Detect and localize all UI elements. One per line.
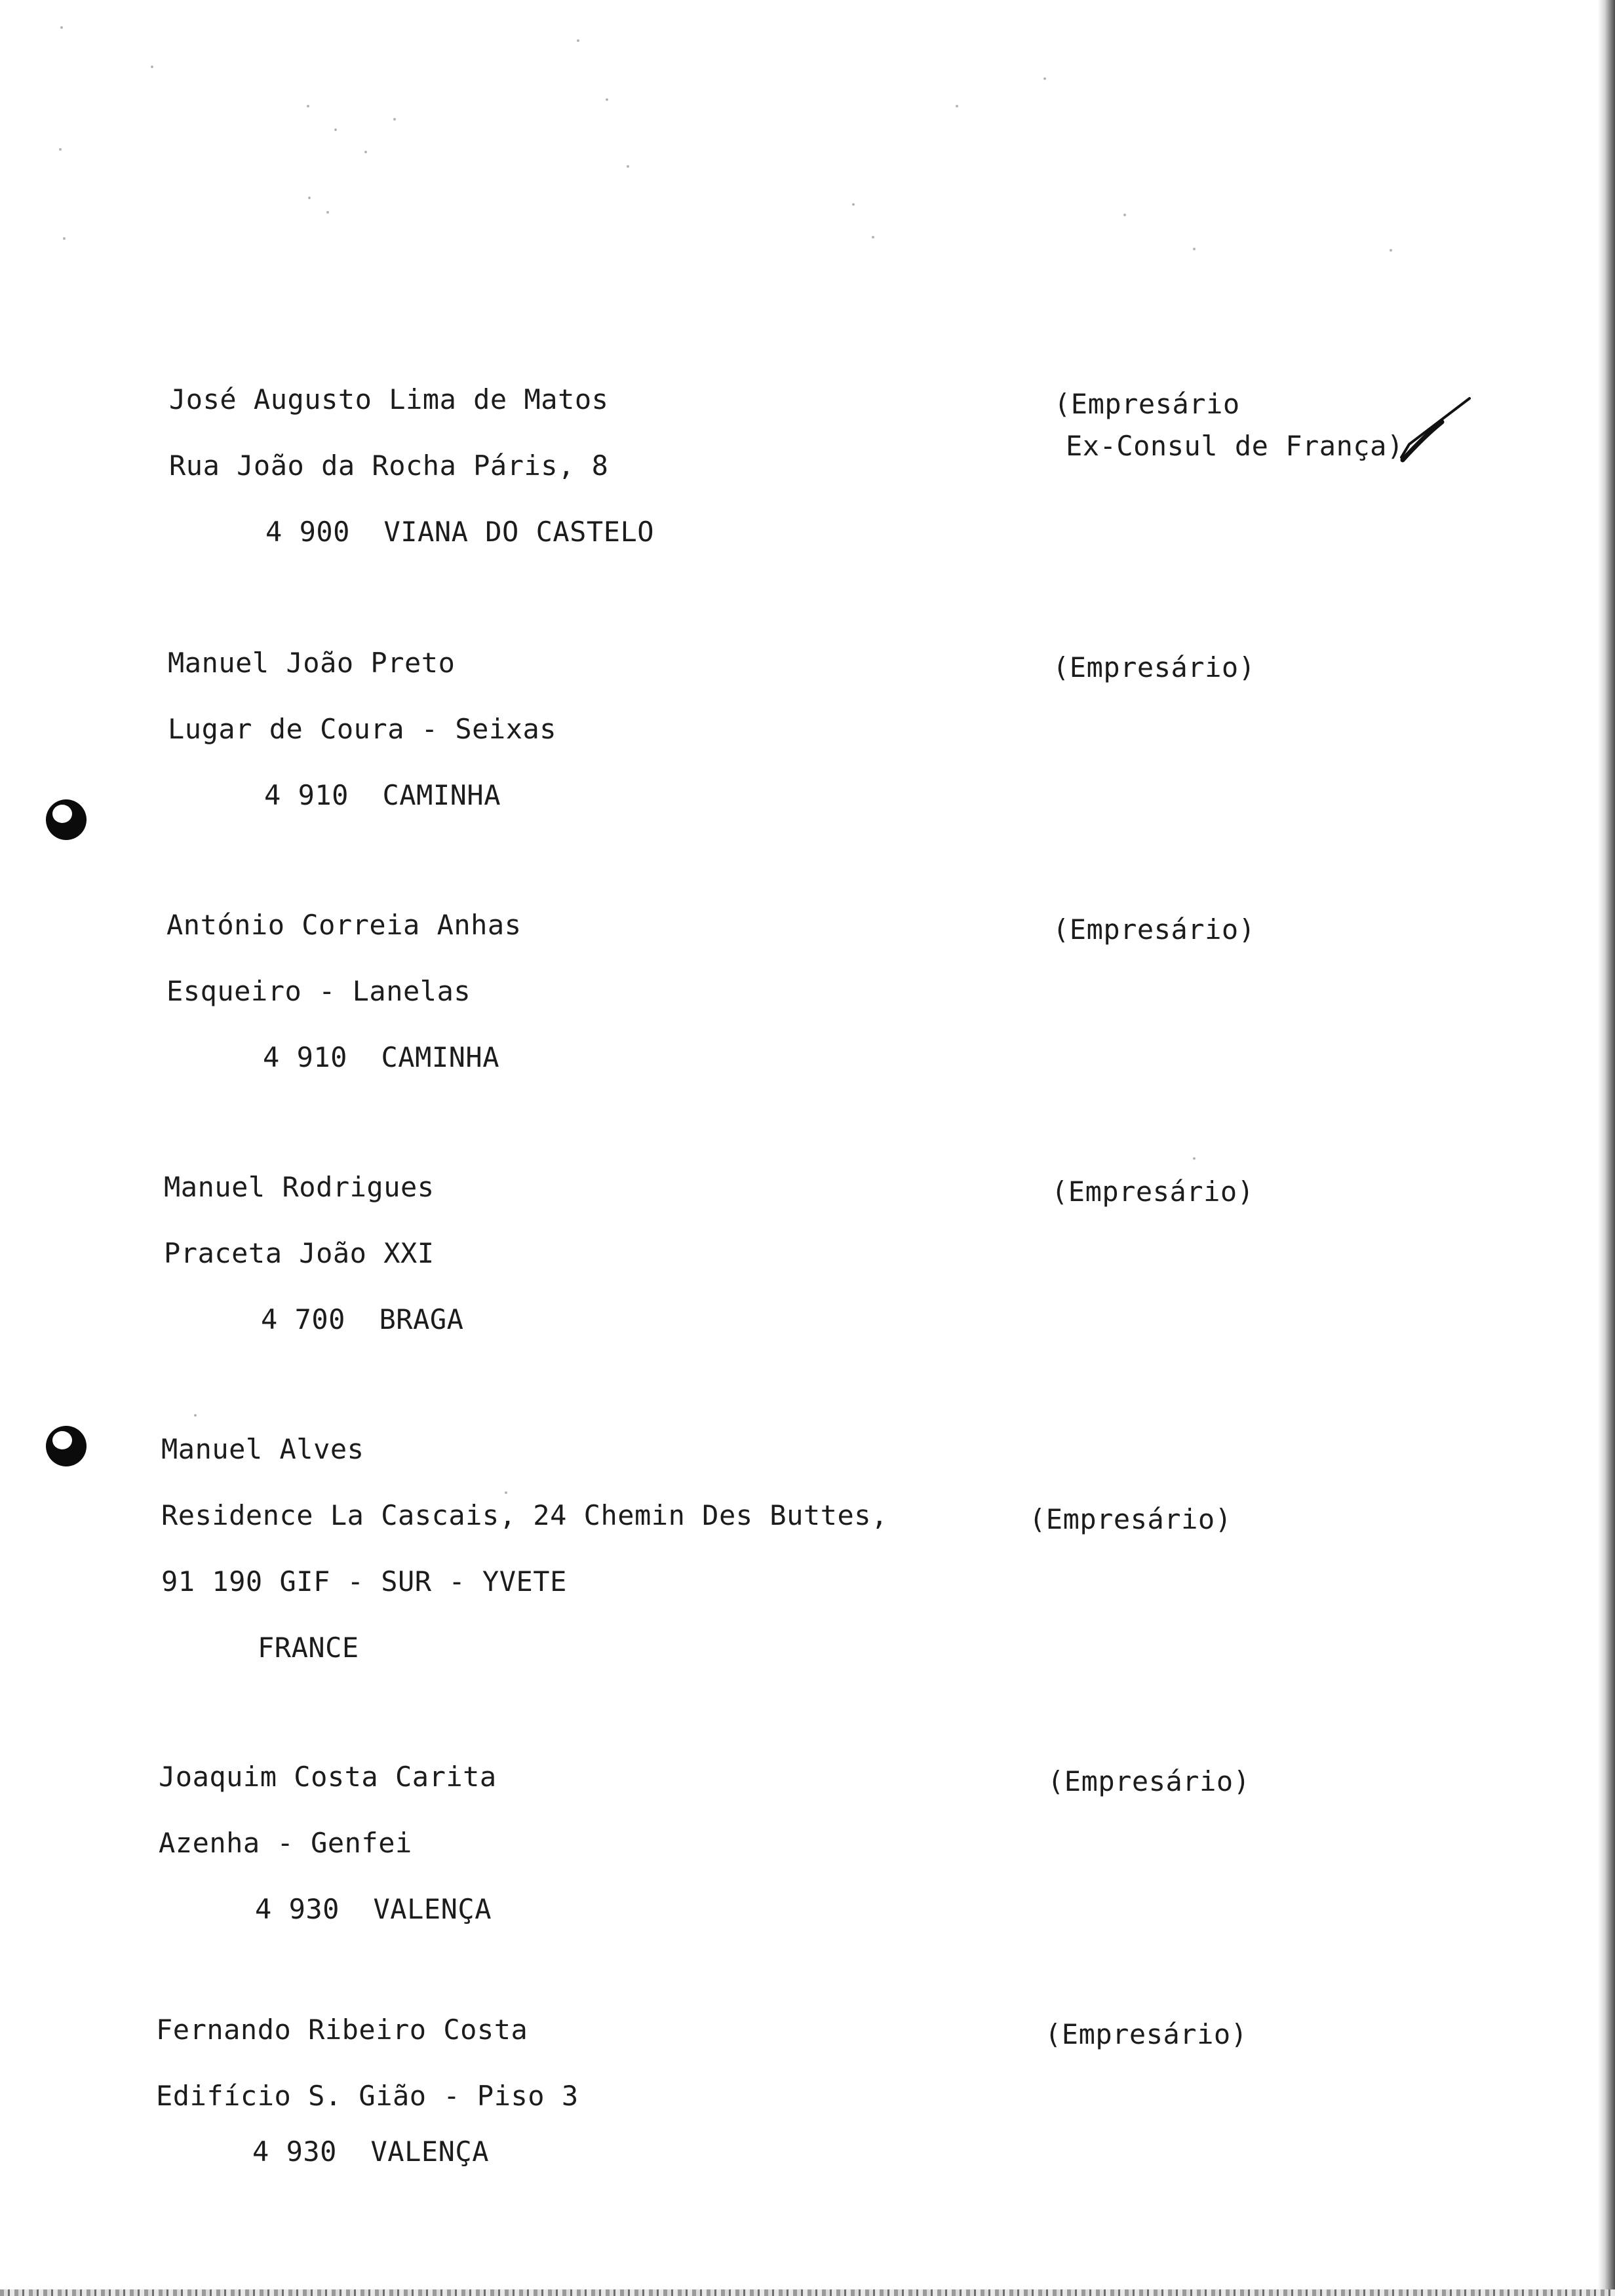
entry-address: Esqueiro - Lanelas [166, 975, 471, 1007]
entry-postal: FRANCE [258, 1632, 359, 1664]
scan-speckle [308, 197, 311, 199]
entry-address-2: 91 190 GIF - SUR - YVETE [161, 1565, 567, 1598]
entry-postal: 4 910 CAMINHA [264, 779, 501, 811]
scan-speckle [505, 1491, 507, 1494]
entry-name: António Correia Anhas [166, 909, 522, 941]
entry-postal: 4 700 BRAGA [261, 1303, 464, 1335]
scan-speckle [151, 66, 153, 68]
scan-speckle [627, 165, 629, 168]
scan-edge-right [1598, 0, 1615, 2296]
entry-address: Residence La Cascais, 24 Chemin Des Buttes, [161, 1499, 888, 1531]
scan-speckle [852, 203, 855, 206]
scan-speckle [606, 98, 608, 101]
entry-address: Lugar de Coura - Seixas [168, 713, 557, 745]
entry-postal: 4 900 VIANA DO CASTELO [265, 516, 655, 548]
scan-speckle [60, 26, 63, 29]
entry-name: Joaquim Costa Carita [159, 1761, 497, 1793]
entry-address: Rua João da Rocha Páris, 8 [169, 450, 609, 482]
entry-role: (Empresário) [1053, 651, 1256, 683]
entry-name: José Augusto Lima de Matos [169, 383, 609, 415]
scan-speckle [334, 128, 337, 131]
entry-address: Edifício S. Gião - Piso 3 [156, 2080, 579, 2112]
entry-role: (Empresário) [1047, 1765, 1251, 1797]
entry-name: Manuel Rodrigues [164, 1171, 435, 1203]
entry-role: (Empresário) [1029, 1503, 1232, 1535]
entry-address: Praceta João XXI [164, 1237, 435, 1269]
entry-postal: 4 910 CAMINHA [263, 1041, 500, 1073]
scan-speckle [577, 39, 579, 42]
scan-speckle [956, 105, 958, 107]
scan-speckle [1193, 1157, 1196, 1160]
entry-postal: 4 930 VALENÇA [252, 2135, 490, 2168]
scan-edge-bottom [0, 2289, 1615, 2296]
scan-speckle [1123, 214, 1126, 216]
entry-role: (Empresário) [1053, 913, 1256, 946]
entry-role: (Empresário) [1051, 1176, 1255, 1208]
entry-role: (Empresário) [1045, 2018, 1248, 2050]
entry-role: (Empresário [1054, 388, 1240, 420]
scan-speckle [1043, 77, 1046, 80]
scan-speckle [63, 237, 66, 240]
entry-address: Azenha - Genfei [159, 1827, 412, 1859]
entry-name: Fernando Ribeiro Costa [156, 2014, 528, 2046]
scan-speckle [326, 211, 329, 214]
scan-speckle [307, 105, 309, 107]
scan-speckle [364, 151, 367, 153]
scan-speckle [59, 148, 62, 151]
entry-postal: 4 930 VALENÇA [255, 1893, 492, 1925]
check-mark-icon [1396, 393, 1475, 465]
scan-speckle [393, 118, 396, 121]
scan-speckle [872, 236, 874, 239]
scan-speckle [194, 1414, 197, 1417]
punch-hole-icon [46, 799, 87, 840]
entry-role-detail: Ex-Consul de França) [1066, 430, 1404, 462]
scan-speckle [1390, 249, 1392, 252]
entry-name: Manuel João Preto [168, 647, 456, 679]
punch-hole-icon [46, 1426, 87, 1466]
entry-name: Manuel Alves [161, 1433, 364, 1465]
scan-speckle [1193, 248, 1196, 250]
